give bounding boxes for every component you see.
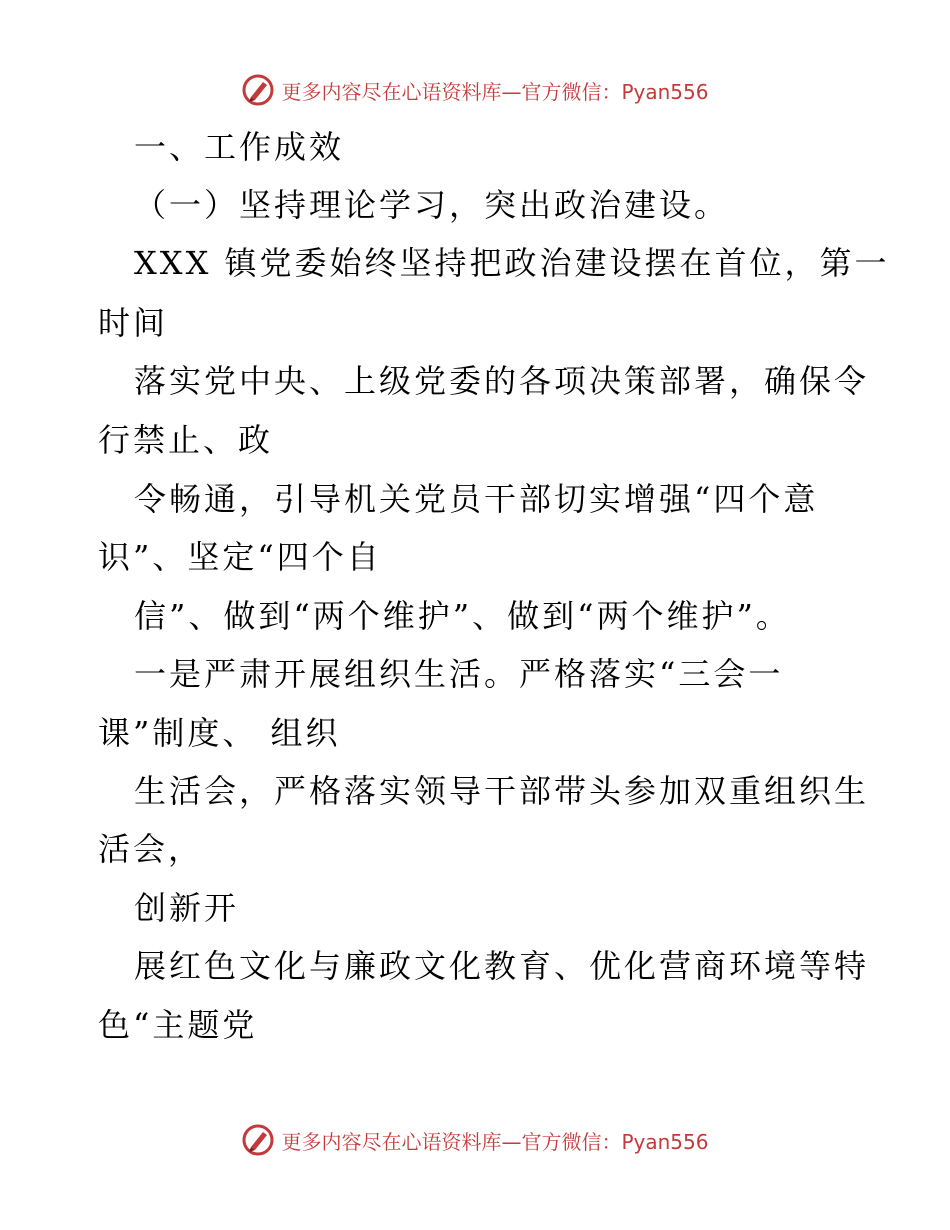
- pen-logo-icon: [241, 1123, 275, 1157]
- banner-wechat: 官方微信：Pyan556: [521, 1129, 709, 1154]
- banner-text: [281, 1126, 708, 1155]
- text-line: 生活会，严格落实领导干部带头参加双重组织生: [134, 772, 870, 810]
- text-line: 落实党中央、上级党委的各项决策部署，确保令: [134, 362, 870, 400]
- header-banner: [0, 70, 950, 110]
- banner-wechat: 官方微信：Pyan556: [521, 79, 709, 104]
- banner-site-name: 更多内容尽在心语资料库: [281, 1129, 502, 1154]
- text-line: 活会，: [98, 830, 204, 868]
- banner-dash: —: [501, 79, 522, 104]
- text-line: 令畅通，引导机关党员干部切实增强“四个意: [134, 480, 819, 518]
- section-heading: 一、工作成效: [134, 128, 345, 166]
- text-line: 色“主题党: [98, 1006, 258, 1044]
- pen-logo-icon: [241, 73, 275, 107]
- text-line: 课”制度、 组织: [98, 714, 341, 752]
- text-line: 行禁止、政: [98, 421, 274, 459]
- text-line: XXX 镇党委始终坚持把政治建设摆在首位，第一: [134, 244, 890, 282]
- banner-dash: —: [501, 1129, 522, 1154]
- subsection-heading: （一）坚持理论学习，突出政治建设。: [134, 186, 730, 224]
- text-line: 识”、坚定“四个自: [98, 538, 382, 576]
- text-line: 创新开: [134, 889, 240, 927]
- text-line: 时间: [98, 304, 169, 342]
- text-line: 一是严肃开展组织生活。严格落实“三会一: [134, 655, 784, 693]
- banner-site-name: 更多内容尽在心语资料库: [281, 79, 502, 104]
- text-line: 信”、做到“两个维护”、做到“两个维护”。: [134, 597, 791, 635]
- text-line: 展红色文化与廉政文化教育、优化营商环境等特: [134, 947, 870, 985]
- footer-banner: [0, 1120, 950, 1160]
- banner-text: [281, 76, 708, 105]
